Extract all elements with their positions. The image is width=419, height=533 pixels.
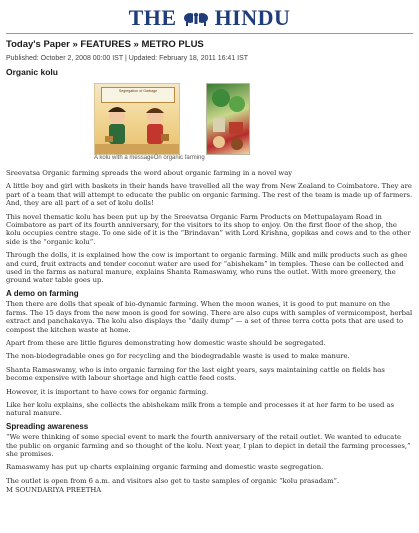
section-heading-demo: A demo on farming <box>6 288 79 298</box>
photo-gallery <box>94 83 413 169</box>
paragraph: The outlet is open from 6 a.m. and visitors also get to taste samples of organic “kolu prasadam”. <box>6 476 340 485</box>
article-title: Organic kolu <box>6 67 58 77</box>
breadcrumb-metro-plus[interactable]: METRO PLUS <box>141 39 204 50</box>
kolu-photo[interactable] <box>94 83 180 155</box>
photo-caption: A kolu with a messageOn organic farming <box>94 155 205 161</box>
masthead[interactable] <box>6 6 413 30</box>
section-heading-awareness: Spreading awareness <box>6 421 89 431</box>
masthead-left: THE <box>128 5 177 30</box>
paragraph: However, it is important to have cows for organic farming. <box>6 387 209 396</box>
paragraph: “We were thinking of some special event to mark the fourth anniversary of the retail outlet. We wanted to educate the public on organic farming and so thought of the kolu. Next year, I plan to depict in detail the farming processes,” she promises. <box>6 433 411 458</box>
author-byline: M SOUNDARIYA PREETHA <box>6 486 102 495</box>
breadcrumb-todays-paper[interactable]: Today's Paper <box>6 39 70 50</box>
paragraph: Shanta Ramaswamy, who is into organic farming for the last eight years, says maintaining cattle on fields has become expensive with labour shortage and high cattle feed costs. <box>6 365 385 383</box>
farm-display-photo[interactable] <box>206 83 250 155</box>
paragraph: Sreevatsa Organic farming spreads the word about organic farming in a novel way <box>6 169 293 177</box>
breadcrumb-separator: » <box>69 39 81 50</box>
masthead-right: HINDU <box>214 5 291 30</box>
paragraph: Apart from these are little figures demonstrating how domestic waste should be segregated. <box>6 338 326 347</box>
masthead-divider <box>6 33 413 34</box>
article-body <box>6 169 413 495</box>
paragraph: This novel thematic kolu has been put up by the Sreevatsa Organic Farm Products on Mettupalayam Road in Coimbatore as part of its fourth anniversary, for the visitors to its shop to enjoy. On the first floor of the shop, the kolu occupies centre stage. To one side of it is the “Brindavan” with Lord Krishna, gopikas and cows and to the other side is the “organic kolu”. <box>6 212 411 246</box>
breadcrumb <box>6 39 413 50</box>
paragraph: A little boy and girl with baskets in their hands have travelled all the way from New Zealand to Coimbatore. They are part of a team that will attempt to educate the public on organic farming. The rest of the team is made up of farmers. And, they are all part of a set of kolu dolls! <box>6 182 413 208</box>
paragraph: Through the dolls, it is explained how the cow is important to organic farming. Milk and milk products such as ghee and curd, fruit extracts and tender coconut water are used for “abishekam” in temples. These can be collected and used in the farms as natural manure, explains Shanta Ramaswamy, who runs the outlet. With more greenery, the ground water table goes up. <box>6 251 408 285</box>
paragraph: Like her kolu explains, she collects the abishekam milk from a temple and processes it at her farm to be used as natural manure. <box>6 400 395 418</box>
breadcrumb-separator: » <box>130 39 142 50</box>
photo-banner: Segregation of Garbage <box>101 87 175 103</box>
paragraph: Ramaswamy has put up charts explaining organic farming and domestic waste segregation. <box>6 463 324 472</box>
paragraph: Then there are dolls that speak of bio-dynamic farming. When the moon wanes, it is good to put manure on the farms. The 15 days from the new moon is good for sowing. There are also cups with samples of vermicompost, herbal extract and panchakavya. The kolu also displays the “daily dump” — a set of three terra cotta pots that are used to compost the kitchen waste at home. <box>6 300 413 334</box>
elephant-emblem-icon <box>181 9 211 27</box>
paragraph: The non-biodegradable ones go for recycling and the biodegradable waste is used to make manure. <box>6 352 350 361</box>
breadcrumb-features[interactable]: FEATURES <box>80 39 131 50</box>
publish-meta: Published: October 2, 2008 00:00 IST | Updated: February 18, 2011 16:41 IST <box>6 55 249 62</box>
